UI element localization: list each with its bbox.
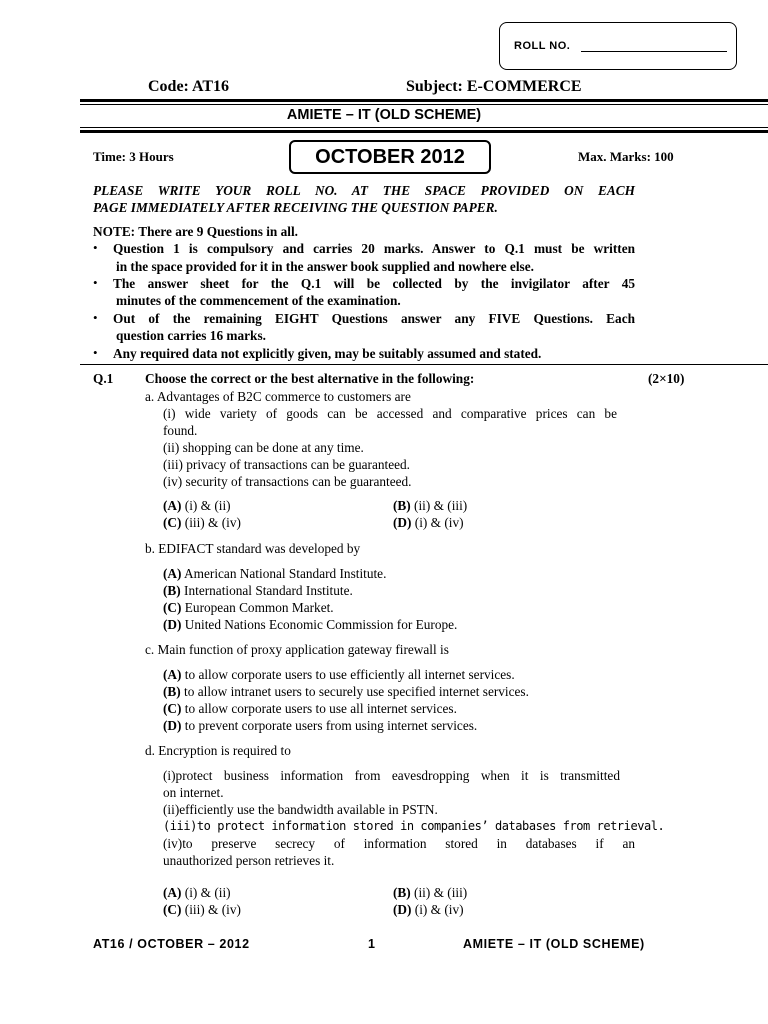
q1c-option-c — [163, 700, 457, 717]
option-key: (A) — [163, 566, 182, 581]
q1a-option-c — [163, 514, 241, 531]
note-2-line-1: The answer sheet for the Q.1 will be collected by the invigilator after 45 — [113, 276, 635, 291]
q1c-option-d — [163, 717, 477, 734]
section-divider — [80, 364, 768, 365]
bullet: • — [93, 275, 98, 290]
footer-left: AT16 / OCTOBER – 2012 — [93, 937, 250, 951]
option-text: American National Standard Institute. — [181, 566, 387, 581]
bullet: • — [93, 240, 98, 255]
q1c-stem: c. Main function of proxy application gateway firewall is — [145, 642, 449, 657]
note-3-line-2: question carries 16 marks. — [116, 328, 266, 343]
q1d-item-4-cont: unauthorized person retrieves it. — [163, 853, 335, 868]
option-text: (ii) & (iii) — [410, 498, 468, 513]
option-text: European Common Market. — [181, 600, 334, 615]
q1d-item-4: (iv)to preserve secrecy of information stored in databases if an — [163, 836, 635, 851]
scheme-row — [0, 107, 768, 123]
option-key: (B) — [393, 498, 411, 513]
option-key: (D) — [163, 617, 182, 632]
q1d-item-3: (iii)to protect information stored in companies’ databases from retrieval. — [163, 819, 665, 833]
question-number: Q.1 — [93, 371, 114, 386]
option-text: to prevent corporate users from using internet services. — [181, 718, 478, 733]
option-key: (D) — [163, 718, 182, 733]
footer-right: AMIETE – IT (OLD SCHEME) — [463, 937, 645, 951]
roll-number-label: ROLL NO. — [514, 40, 571, 52]
option-key: (B) — [393, 885, 411, 900]
paper-code: Code: AT16 — [148, 78, 230, 95]
q1a-item-2: (ii) shopping can be done at any time. — [163, 440, 364, 455]
header-rule-top-thin — [80, 104, 768, 105]
option-key: (C) — [163, 600, 182, 615]
page-number: 1 — [368, 937, 375, 951]
note-4-line-1: Any required data not explicitly given, may be suitably assumed and stated. — [113, 346, 542, 361]
q1d-item-2: (ii)efficiently use the bandwidth available in PSTN. — [163, 802, 438, 817]
q1b-option-a — [163, 565, 386, 582]
q1d-option-c — [163, 901, 241, 918]
q1a-item-3: (iii) privacy of transactions can be guaranteed. — [163, 457, 410, 472]
q1d-option-b — [393, 884, 467, 901]
bullet: • — [93, 310, 98, 325]
question-text: Choose the correct or the best alternative in the following: — [145, 371, 475, 386]
q1d-option-d — [393, 901, 464, 918]
instruction-line-2: PAGE IMMEDIATELY AFTER RECEIVING THE QUESTION PAPER. — [93, 200, 498, 215]
option-key: (D) — [393, 902, 412, 917]
option-text: (i) & (ii) — [181, 498, 231, 513]
instruction-line-1: PLEASE WRITE YOUR ROLL NO. AT THE SPACE PROVIDED ON EACH — [93, 183, 635, 198]
max-marks: Max. Marks: 100 — [578, 149, 674, 164]
question-marks: (2×10) — [648, 371, 685, 386]
header-rule-bottom — [80, 130, 768, 133]
q1c-option-b — [163, 683, 529, 700]
q1a-item-4: (iv) security of transactions can be guaranteed. — [163, 474, 412, 489]
option-text: (iii) & (iv) — [181, 902, 241, 917]
option-key: (A) — [163, 885, 182, 900]
note-3-line-1: Out of the remaining EIGHT Questions answer any FIVE Questions. Each — [113, 311, 635, 326]
header-rule-bottom-thin — [80, 127, 768, 128]
q1a-option-b — [393, 497, 467, 514]
option-text: to allow corporate users to use all internet services. — [181, 701, 457, 716]
q1d-item-1-cont: on internet. — [163, 785, 224, 800]
note-2-line-2: minutes of the commencement of the examination. — [116, 293, 401, 308]
option-key: (A) — [163, 667, 182, 682]
q1b-option-c — [163, 599, 334, 616]
q1b-option-b — [163, 582, 353, 599]
subject: Subject: E-COMMERCE — [406, 78, 582, 95]
q1a-item-1-cont: found. — [163, 423, 198, 438]
option-text: United Nations Economic Commission for Europe. — [181, 617, 458, 632]
option-key: (C) — [163, 701, 182, 716]
q1d-stem: d. Encryption is required to — [145, 743, 291, 758]
q1d-option-a — [163, 884, 231, 901]
q1b-stem: b. EDIFACT standard was developed by — [145, 541, 361, 556]
header-rule-top — [80, 99, 768, 102]
option-text: (iii) & (iv) — [181, 515, 241, 530]
option-text: to allow intranet users to securely use specified internet services. — [180, 684, 529, 699]
option-text: (i) & (iv) — [411, 515, 464, 530]
q1a-item-1: (i) wide variety of goods can be accessed and comparative prices can be — [163, 406, 617, 421]
q1a-option-a — [163, 497, 231, 514]
exam-session: OCTOBER 2012 — [289, 140, 491, 174]
option-key: (C) — [163, 515, 182, 530]
option-text: International Standard Institute. — [180, 583, 353, 598]
roll-number-blank — [581, 51, 727, 52]
note-title: NOTE: There are 9 Questions in all. — [93, 224, 299, 239]
option-text: to allow corporate users to use efficiently all internet services. — [181, 667, 515, 682]
option-text: (ii) & (iii) — [410, 885, 468, 900]
option-key: (C) — [163, 902, 182, 917]
option-key: (B) — [163, 684, 181, 699]
bullet: • — [93, 345, 98, 360]
q1b-option-d — [163, 616, 457, 633]
option-key: (D) — [393, 515, 412, 530]
time-allowed: Time: 3 Hours — [93, 149, 174, 164]
q1a-option-d — [393, 514, 464, 531]
option-text: (i) & (ii) — [181, 885, 231, 900]
option-key: (B) — [163, 583, 181, 598]
q1c-option-a — [163, 666, 515, 683]
q1a-stem: a. Advantages of B2C commerce to customers are — [145, 389, 411, 404]
q1d-item-1: (i)protect business information from eavesdropping when it is transmitted — [163, 768, 620, 783]
note-1-line-1: Question 1 is compulsory and carries 20 marks. Answer to Q.1 must be written — [113, 241, 635, 256]
note-1-line-2: in the space provided for it in the answer book supplied and nowhere else. — [116, 259, 534, 274]
scheme-title: AMIETE – IT (OLD SCHEME) — [286, 107, 482, 123]
option-key: (A) — [163, 498, 182, 513]
option-text: (i) & (iv) — [411, 902, 464, 917]
